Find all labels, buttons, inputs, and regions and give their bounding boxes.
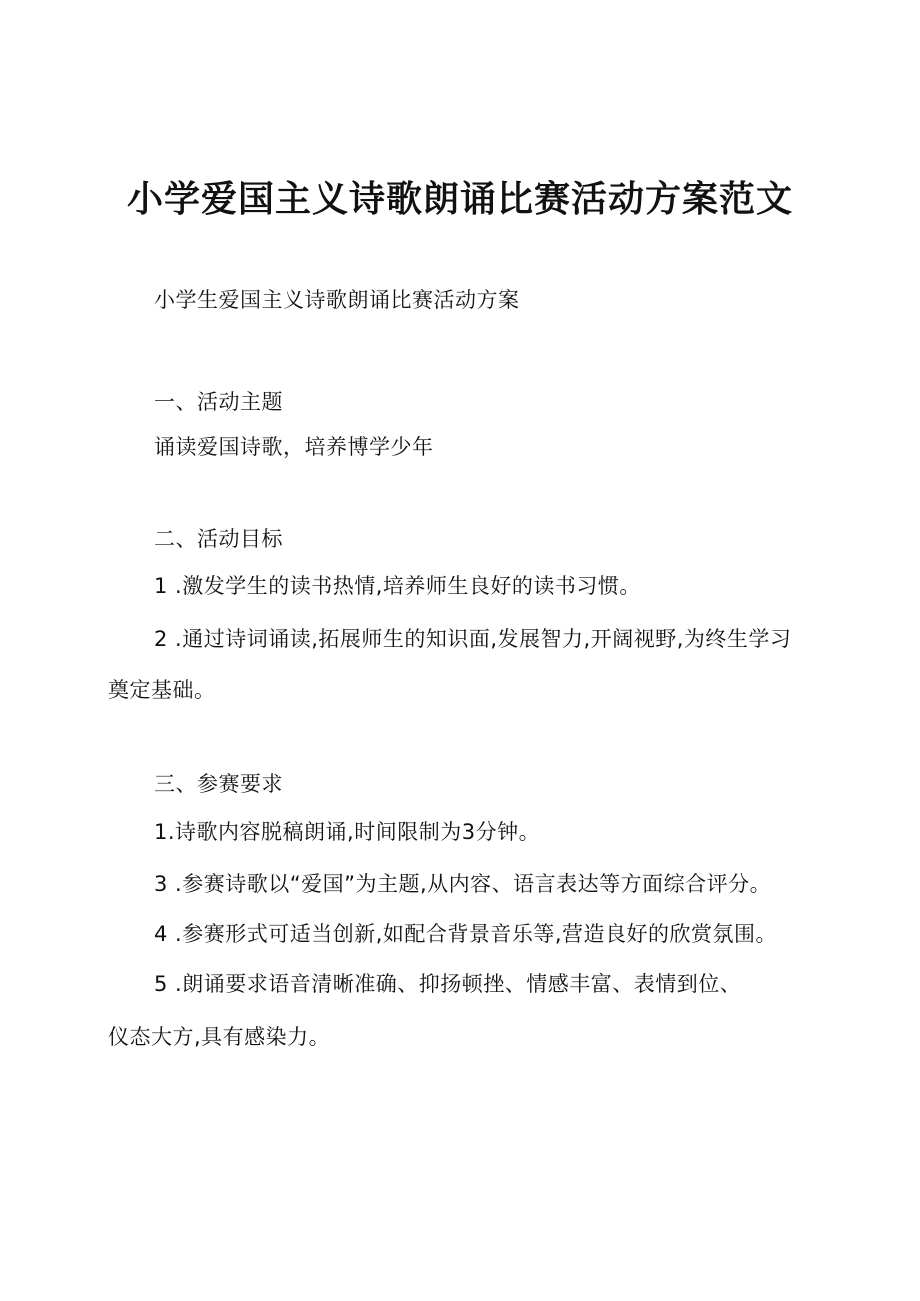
- section-heading-theme: 一、活动主题: [154, 390, 283, 414]
- requirement-item-1: 1.诗歌内容脱稿朗诵,时间限制为3分钟。: [154, 820, 541, 844]
- theme-paragraph: 诵读爱国诗歌，培养博学少年: [154, 435, 434, 459]
- goal-item-2-continued: 奠定基础。: [108, 678, 216, 702]
- requirement-item-3: 3 .参赛诗歌以“爱国”为主题,从内容、语言表达等方面综合评分。: [154, 872, 772, 896]
- requirement-item-5: 5 .朗诵要求语音清晰准确、抑扬顿挫、情感丰富、表情到位、: [154, 972, 742, 996]
- requirement-item-5-continued: 仪态大方,具有感染力。: [108, 1025, 331, 1049]
- document-subtitle: 小学生爱国主义诗歌朗诵比赛活动方案: [154, 288, 520, 312]
- goal-item-1: 1 .激发学生的读书热情,培养师生良好的读书习惯。: [154, 574, 641, 598]
- section-heading-requirements: 三、参赛要求: [154, 772, 283, 796]
- goal-item-2: 2 .通过诗词诵读,拓展师生的知识面,发展智力,开阔视野,为终生学习: [154, 627, 792, 651]
- requirement-item-4: 4 .参赛形式可适当创新,如配合背景音乐等,营造良好的欣赏氛围。: [154, 922, 778, 946]
- document-title: 小学爱国主义诗歌朗诵比赛活动方案范文: [126, 179, 793, 220]
- section-heading-goals: 二、活动目标: [154, 527, 283, 551]
